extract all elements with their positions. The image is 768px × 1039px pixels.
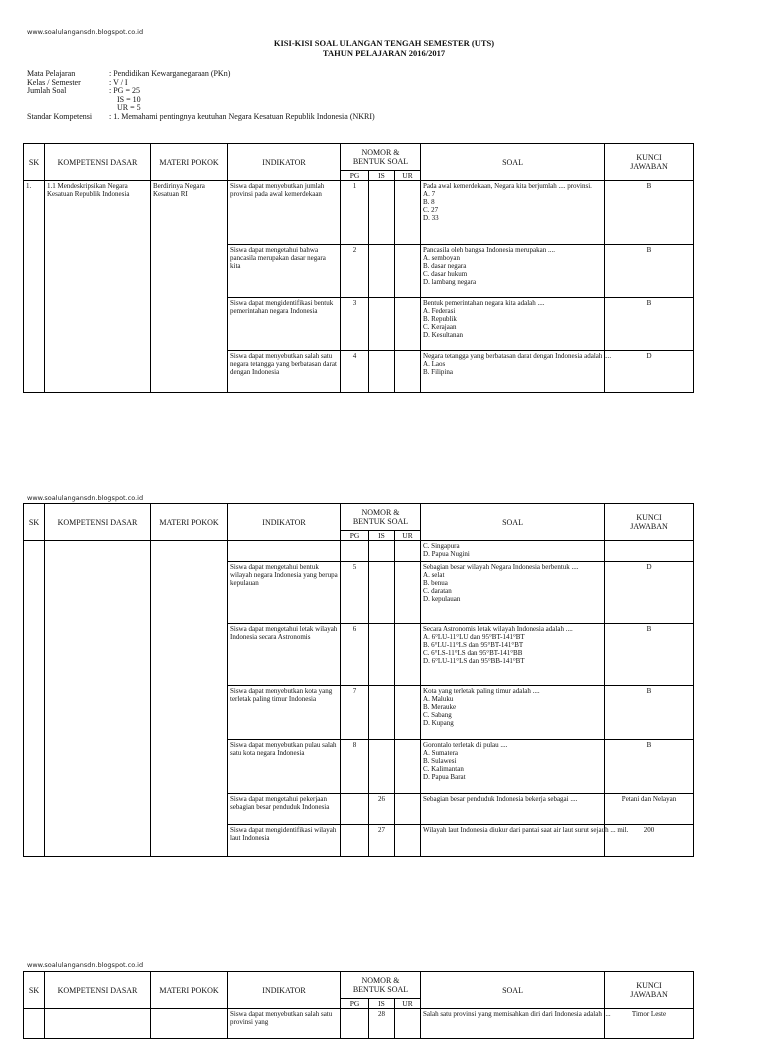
- is-number: [369, 541, 395, 562]
- ur-number: [395, 541, 421, 562]
- soal-option: D. Papua Nugini: [423, 550, 470, 559]
- col-pg: PG: [341, 531, 369, 541]
- pg-number: 1: [341, 181, 369, 245]
- kd-cell: [45, 541, 151, 857]
- kunci-cell: B: [605, 624, 694, 686]
- kunci-cell: B: [605, 740, 694, 794]
- soal-option: A. Laos: [423, 360, 446, 369]
- pg-number: 6: [341, 624, 369, 686]
- soal-option: C. Kalimantan: [423, 765, 464, 774]
- soal-cell: [421, 686, 605, 740]
- kd-cell: 1.1 Mendeskripsikan Negara Kesatuan Republik Indonesia: [45, 181, 151, 393]
- kunci-cell: B: [605, 181, 694, 245]
- ur-count: UR = 5: [117, 103, 141, 113]
- indikator-cell: Siswa dapat menyebutkan kota yang terletak paling timur Indonesia: [228, 686, 341, 740]
- materi-cell: [151, 1009, 228, 1039]
- col-indikator: INDIKATOR: [228, 504, 341, 541]
- is-number: [369, 181, 395, 245]
- soal-question: Secara Astronomis letak wilayah Indonesia adalah ....: [423, 625, 573, 633]
- col-is: IS: [369, 531, 395, 541]
- ur-number: [395, 624, 421, 686]
- col-materi: MATERI POKOK: [151, 504, 228, 541]
- is-number: [369, 740, 395, 794]
- doc-title: KISI-KISI SOAL ULANGAN TENGAH SEMESTER (UTS): [273, 38, 495, 48]
- sk-value: : 1. Memahami pentingnya keutuhan Negara Kesatuan Republik Indonesia (NKRI): [109, 111, 375, 121]
- soal-question: Sebagian besar penduduk Indonesia bekerja sebagai ....: [423, 795, 578, 803]
- kunci-cell: B: [605, 245, 694, 298]
- col-indikator: INDIKATOR: [228, 144, 341, 181]
- kunci-cell: B: [605, 298, 694, 351]
- col-kd: KOMPETENSI DASAR: [45, 972, 151, 1009]
- soal-cell: [421, 541, 605, 562]
- ur-number: [395, 740, 421, 794]
- table-row: [24, 181, 694, 245]
- soal-question: Pancasila oleh bangsa Indonesia merupakan ....: [423, 246, 556, 254]
- sk-cell: [24, 541, 45, 857]
- indikator-cell: Siswa dapat menyebutkan salah satu negara tetangga yang berbatasan darat dengan Indonesia: [228, 351, 341, 393]
- col-indikator: INDIKATOR: [228, 972, 341, 1009]
- soal-option: C. Kerajaan: [423, 323, 457, 332]
- col-sk: SK: [24, 972, 45, 1009]
- indikator-cell: Siswa dapat mengetahui bentuk wilayah negara Indonesia yang berupa kepulauan: [228, 562, 341, 624]
- kunci-cell: Petani dan Nelayan: [605, 794, 694, 825]
- site-url-page2: www.soalulangansdn.blogspot.co.id: [27, 494, 144, 502]
- col-materi: MATERI POKOK: [151, 972, 228, 1009]
- indikator-cell: Siswa dapat menyebutkan salah satu provinsi yang: [228, 1009, 341, 1039]
- col-soal: SOAL: [421, 972, 605, 1009]
- soal-option: C. 27: [423, 206, 439, 215]
- kunci-cell: Timor Leste: [605, 1009, 694, 1039]
- kunci-cell: D: [605, 351, 694, 393]
- soal-option: C. Singapura: [423, 542, 460, 550]
- soal-option: A. Maluku: [423, 695, 454, 704]
- soal-option: B. 6°LU-11°LS dan 95°BT-141°BT: [423, 641, 524, 650]
- indikator-cell: Siswa dapat mengetahui pekerjaan sebagian besar penduduk Indonesia: [228, 794, 341, 825]
- ur-number: [395, 245, 421, 298]
- col-pg: PG: [341, 999, 369, 1009]
- col-ur: UR: [395, 171, 421, 181]
- pg-number: 7: [341, 686, 369, 740]
- col-sk: SK: [24, 144, 45, 181]
- soal-option: D. kepulauan: [423, 595, 461, 604]
- soal-cell: [421, 624, 605, 686]
- ur-number: [395, 181, 421, 245]
- jumlah-label: Jumlah Soal: [27, 86, 67, 96]
- soal-option: B. dasar negara: [423, 262, 467, 271]
- doc-subtitle: TAHUN PELAJARAN 2016/2017: [322, 48, 446, 58]
- is-number: [369, 298, 395, 351]
- is-count: IS = 10: [117, 94, 141, 104]
- sk-label: Standar Kompetensi: [27, 111, 93, 121]
- kd-cell: [45, 1009, 151, 1039]
- soal-question: Wilayah laut Indonesia diukur dari pantai saat air laut surut sejauh ... mil.: [423, 826, 629, 834]
- indikator-cell: Siswa dapat mengetahui bahwa pancasila merupakan dasar negara kita: [228, 245, 341, 298]
- col-is: IS: [369, 171, 395, 181]
- col-sk: SK: [24, 504, 45, 541]
- pg-number: [341, 1009, 369, 1039]
- soal-option: D. lambang negara: [423, 278, 477, 287]
- mapel-value: : Pendidikan Kewarganegaraan (PKn): [109, 69, 231, 78]
- soal-question: Negara tetangga yang berbatasan darat dengan Indonesia adalah ....: [423, 352, 612, 360]
- soal-option: D. Papua Barat: [423, 773, 466, 782]
- pg-number: 8: [341, 740, 369, 794]
- pg-number: 3: [341, 298, 369, 351]
- soal-cell: [421, 1009, 611, 1039]
- sk-cell: 1.: [24, 181, 45, 393]
- pg-number: [341, 794, 369, 825]
- is-number: 28: [369, 1009, 395, 1039]
- is-number: 27: [369, 825, 395, 857]
- col-kunci: KUNCI JAWABAN: [605, 972, 694, 1009]
- soal-option: A. Sumatera: [423, 749, 459, 758]
- kelas-value: : V / I: [109, 77, 128, 87]
- ur-number: [395, 562, 421, 624]
- pg-count: : PG = 25: [109, 86, 140, 96]
- ur-number: [395, 794, 421, 825]
- soal-cell: [421, 181, 605, 245]
- materi-cell: Berdirinya Negara Kesatuan RI: [151, 181, 228, 393]
- table-row: [24, 541, 694, 562]
- soal-option: C. Sabang: [423, 711, 452, 720]
- soal-option: A. Federasi: [423, 307, 456, 316]
- materi-cell: [151, 541, 228, 857]
- col-kd: KOMPETENSI DASAR: [45, 504, 151, 541]
- col-kd: KOMPETENSI DASAR: [45, 144, 151, 181]
- soal-cell: [421, 794, 605, 825]
- col-nomor: NOMOR & BENTUK SOAL: [341, 972, 421, 999]
- soal-question: Sebagian besar wilayah Negara Indonesia berbentuk ....: [423, 563, 579, 571]
- soal-question: Bentuk pemerintahan negara kita adalah ....: [423, 299, 545, 307]
- soal-option: C. daratan: [423, 587, 452, 596]
- indikator-cell: Siswa dapat menyebutkan jumlah provinsi pada awal kemerdekaan: [228, 181, 341, 245]
- is-number: [369, 351, 395, 393]
- kunci-cell: 200: [605, 825, 694, 857]
- pg-number: 4: [341, 351, 369, 393]
- soal-option: A. 6°LU-11°LU dan 95°BT-141°BT: [423, 633, 525, 642]
- indikator-cell: Siswa dapat menyebutkan pulau salah satu kota negara Indonesia: [228, 740, 341, 794]
- soal-cell: [421, 740, 605, 794]
- ur-number: [395, 351, 421, 393]
- col-ur: UR: [395, 999, 421, 1009]
- site-url: www.soalulangansdn.blogspot.co.id: [27, 28, 144, 36]
- is-number: [369, 624, 395, 686]
- soal-option: A. selat: [423, 571, 445, 580]
- is-number: [369, 686, 395, 740]
- col-nomor: NOMOR & BENTUK SOAL: [341, 144, 421, 171]
- kunci-cell: [605, 541, 694, 562]
- soal-option: B. Sulawesi: [423, 757, 457, 766]
- ur-number: [395, 1009, 421, 1039]
- kisi-table-page1: [23, 143, 694, 393]
- col-materi: MATERI POKOK: [151, 144, 228, 181]
- soal-question: Pada awal kemerdekaan, Negara kita berjumlah .... provinsi.: [423, 182, 592, 190]
- pg-number: [341, 541, 369, 562]
- soal-cell: [421, 245, 605, 298]
- pg-number: 5: [341, 562, 369, 624]
- soal-option: D. Kesultanan: [423, 331, 464, 340]
- soal-option: A. semboyan: [423, 254, 460, 263]
- soal-option: B. Merauke: [423, 703, 457, 712]
- soal-cell: [421, 562, 605, 624]
- ur-number: [395, 298, 421, 351]
- ur-number: [395, 686, 421, 740]
- soal-option: A. 7: [423, 190, 436, 199]
- soal-option: C. 6°LS-11°LS dan 95°BT-141°BB: [423, 649, 523, 658]
- col-kunci: KUNCI JAWABAN: [605, 144, 694, 181]
- col-kunci: KUNCI JAWABAN: [605, 504, 694, 541]
- mapel-label: Mata Pelajaran: [27, 69, 76, 78]
- indikator-cell: Siswa dapat mengidentifikasi bentuk pemerintahan negara Indonesia: [228, 298, 341, 351]
- col-nomor: NOMOR & BENTUK SOAL: [341, 504, 421, 531]
- is-number: [369, 562, 395, 624]
- col-ur: UR: [395, 531, 421, 541]
- soal-option: B. 8: [423, 198, 435, 207]
- soal-cell: [421, 825, 629, 857]
- kunci-cell: B: [605, 686, 694, 740]
- indikator-cell: [228, 541, 341, 562]
- soal-option: B. Republik: [423, 315, 457, 324]
- soal-option: D. 6°LU-11°LS dan 95°BB-141°BT: [423, 657, 525, 666]
- pg-number: 2: [341, 245, 369, 298]
- col-soal: SOAL: [421, 144, 605, 181]
- soal-question: Gorontalo terletak di pulau ....: [423, 741, 508, 749]
- col-soal: SOAL: [421, 504, 605, 541]
- kisi-table-page3: [23, 971, 694, 1039]
- soal-option: D. 33: [423, 214, 439, 223]
- ur-number: [395, 825, 421, 857]
- soal-question: Kota yang terletak paling timur adalah ....: [423, 687, 540, 695]
- is-number: [369, 245, 395, 298]
- indikator-cell: Siswa dapat mengetahui letak wilayah Indonesia secara Astronomis: [228, 624, 341, 686]
- col-is: IS: [369, 999, 395, 1009]
- col-pg: PG: [341, 171, 369, 181]
- is-number: 26: [369, 794, 395, 825]
- soal-option: C. dasar hukum: [423, 270, 468, 279]
- indikator-cell: Siswa dapat mengidentifikasi wilayah laut Indonesia: [228, 825, 341, 857]
- meta-block: [27, 70, 375, 122]
- kelas-label: Kelas / Semester: [27, 77, 81, 87]
- sk-cell: [24, 1009, 45, 1039]
- soal-cell: [421, 298, 605, 351]
- kisi-table-page2: [23, 503, 694, 857]
- kunci-cell: D: [605, 562, 694, 624]
- pg-number: [341, 825, 369, 857]
- soal-option: B. Filipina: [423, 368, 453, 377]
- site-url-page3: www.soalulangansdn.blogspot.co.id: [27, 961, 144, 969]
- soal-cell: [421, 351, 612, 393]
- table-row: [24, 1009, 694, 1039]
- soal-question: Salah satu provinsi yang memisahkan diri dari Indonesia adalah ....: [423, 1010, 611, 1018]
- soal-option: D. Kupang: [423, 719, 454, 728]
- soal-option: B. benua: [423, 579, 448, 588]
